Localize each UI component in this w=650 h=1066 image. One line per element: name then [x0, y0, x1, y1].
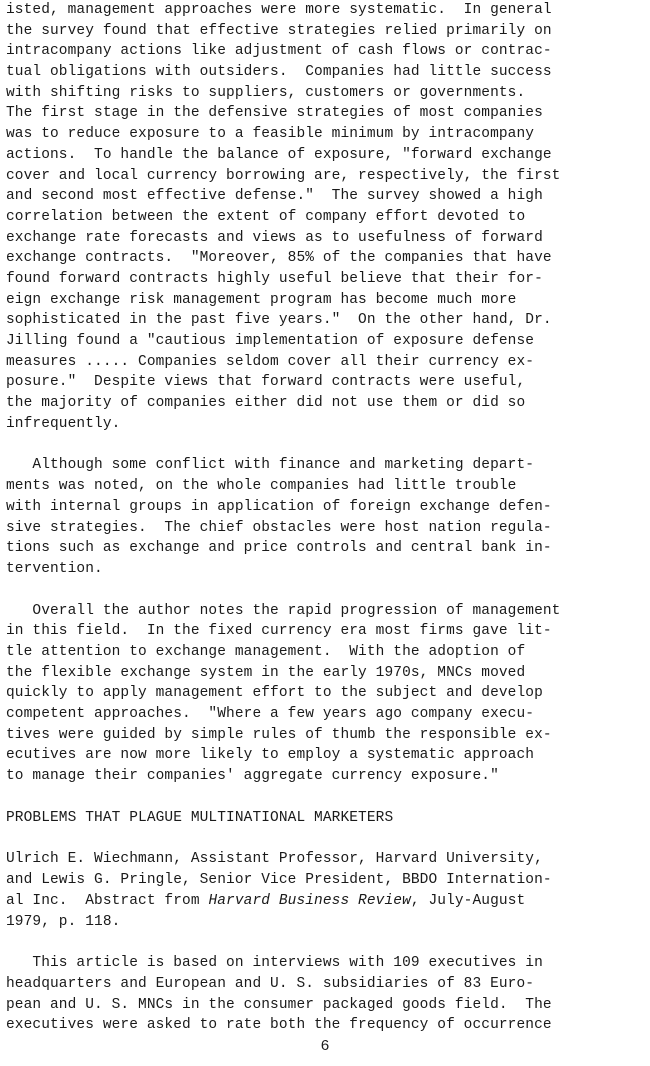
- text-line: tle attention to exchange management. With the adoption of: [6, 643, 526, 660]
- paragraph-spacer: [6, 932, 646, 953]
- text-line: intracompany actions like adjustment of cash flows or contrac-: [6, 43, 552, 60]
- text-line: the survey found that effective strategies relied primarily on: [6, 22, 552, 39]
- text-line: with shifting risks to suppliers, customers or governments.: [6, 84, 526, 101]
- section-heading-block: [6, 808, 646, 829]
- paragraph-spacer: [6, 580, 646, 601]
- text-line: eign exchange risk management program has become much more: [6, 291, 517, 308]
- text-line: with internal groups in application of foreign exchange defen-: [6, 498, 552, 515]
- citation-line: 1979, p. 118.: [6, 913, 121, 930]
- text-line: ments was noted, on the whole companies had little trouble: [6, 478, 517, 495]
- text-line: tives were guided by simple rules of thumb the responsible ex-: [6, 726, 552, 743]
- paragraph-exposure-strategies: [6, 0, 646, 434]
- citation-line: and Lewis G. Pringle, Senior Vice President, BBDO Internation-: [6, 872, 552, 889]
- text-line: sophisticated in the past five years." On the other hand, Dr.: [6, 312, 552, 329]
- paragraph-spacer: [6, 787, 646, 808]
- text-line: the majority of companies either did not use them or did so: [6, 395, 526, 412]
- text-line: headquarters and European and U. S. subsidiaries of 83 Euro-: [6, 975, 535, 992]
- citation-block: [6, 849, 646, 932]
- text-line: This article is based on interviews with 109 executives in: [6, 955, 543, 972]
- text-line: pean and U. S. MNCs in the consumer packaged goods field. The: [6, 996, 552, 1013]
- citation-line: Ulrich E. Wiechmann, Assistant Professor, Harvard University,: [6, 851, 543, 868]
- text-line: actions. To handle the balance of exposure, "forward exchange: [6, 146, 552, 163]
- section-heading: PROBLEMS THAT PLAGUE MULTINATIONAL MARKETERS: [6, 809, 394, 826]
- citation-line: [6, 891, 646, 912]
- text-line: was to reduce exposure to a feasible minimum by intracompany: [6, 126, 535, 143]
- text-line: posure." Despite views that forward contracts were useful,: [6, 374, 526, 391]
- paragraph-article-basis: [6, 953, 646, 1036]
- text-line: quickly to apply management effort to the subject and develop: [6, 685, 543, 702]
- paragraph-internal-conflict: [6, 455, 646, 579]
- text-line: measures ..... Companies seldom cover all their currency ex-: [6, 353, 535, 370]
- page-number: 6: [320, 1038, 330, 1055]
- text-line: ecutives are now more likely to employ a systematic approach: [6, 747, 535, 764]
- text-line: isted, management approaches were more systematic. In general: [6, 2, 552, 18]
- text-line: tual obligations with outsiders. Companies had little success: [6, 64, 552, 81]
- text-line: The first stage in the defensive strategies of most companies: [6, 105, 543, 122]
- text-line: the flexible exchange system in the early 1970s, MNCs moved: [6, 664, 526, 681]
- document-page: [6, 0, 646, 1036]
- citation-text: al Inc. Abstract from: [6, 892, 209, 909]
- text-line: and second most effective defense." The survey showed a high: [6, 188, 543, 205]
- text-line: in this field. In the fixed currency era most firms gave lit-: [6, 623, 552, 640]
- text-line: exchange rate forecasts and views as to usefulness of forward: [6, 229, 543, 246]
- text-line: Jilling found a "cautious implementation of exposure defense: [6, 333, 535, 349]
- text-line: infrequently.: [6, 415, 121, 432]
- journal-title: Harvard Business Review: [208, 892, 411, 909]
- text-line: Although some conflict with finance and marketing depart-: [6, 457, 535, 474]
- text-line: found forward contracts highly useful believe that their for-: [6, 270, 543, 287]
- text-line: exchange contracts. "Moreover, 85% of the companies that have: [6, 250, 552, 267]
- text-line: competent approaches. "Where a few years ago company execu-: [6, 706, 535, 722]
- text-line: executives were asked to rate both the frequency of occurrence: [6, 1017, 552, 1034]
- text-line: cover and local currency borrowing are, respectively, the first: [6, 167, 561, 184]
- text-line: correlation between the extent of company effort devoted to: [6, 208, 526, 225]
- citation-text: , July-August: [410, 892, 526, 909]
- paragraph-spacer: [6, 434, 646, 455]
- paragraph-spacer: [6, 828, 646, 849]
- text-line: sive strategies. The chief obstacles were host nation regula-: [6, 519, 552, 536]
- text-line: tervention.: [6, 560, 103, 577]
- text-line: to manage their companies' aggregate currency exposure.": [6, 768, 499, 785]
- text-line: Overall the author notes the rapid progression of management: [6, 602, 561, 619]
- text-line: tions such as exchange and price controls and central bank in-: [6, 540, 552, 557]
- paragraph-progression: [6, 601, 646, 787]
